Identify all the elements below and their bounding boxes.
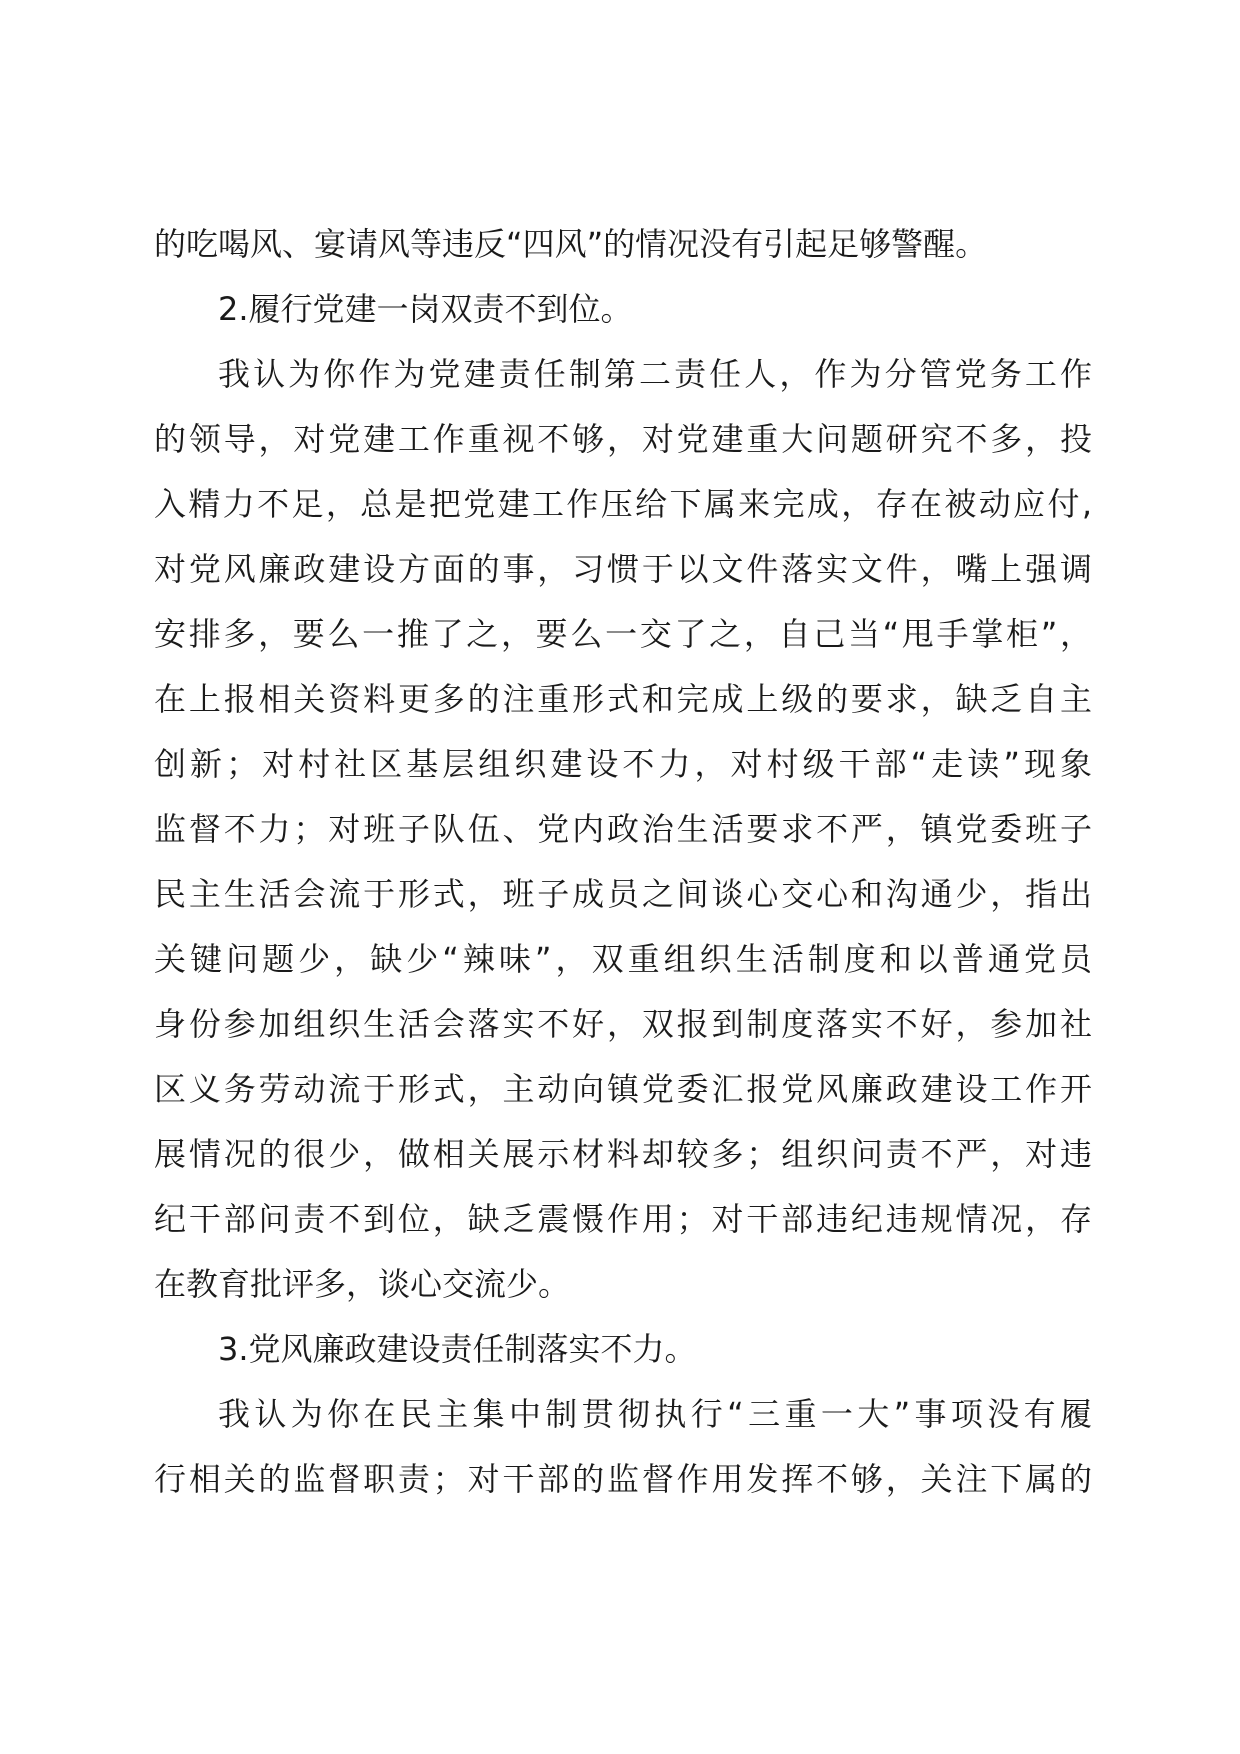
text-line: 身份参加组织生活会落实不好，双报到制度落实不好，参加社 — [154, 1005, 1092, 1043]
text-line: 民主生活会流于形式，班子成员之间谈心交心和沟通少，指出 — [154, 875, 1092, 913]
text-line: 入精力不足，总是把党建工作压给下属来完成，存在被动应付, — [154, 485, 1092, 523]
text-line: 我认为你在民主集中制贯彻执行“三重一大”事项没有履 — [218, 1395, 1092, 1433]
text-line: 在上报相关资料更多的注重形式和完成上级的要求，缺乏自主 — [154, 680, 1092, 718]
text-line: 关键问题少，缺少“辣味”，双重组织生活制度和以普通党员 — [154, 940, 1092, 978]
section-heading: 2.履行党建一岗双责不到位。 — [218, 290, 633, 328]
text-line: 区义务劳动流于形式，主动向镇党委汇报党风廉政建设工作开 — [154, 1070, 1092, 1108]
text-line: 的领导，对党建工作重视不够，对党建重大问题研究不多，投 — [154, 420, 1092, 458]
document-body — [154, 212, 1092, 1512]
text-line: 纪干部问责不到位，缺乏震慑作用；对干部违纪违规情况，存 — [154, 1200, 1092, 1238]
text-line: 对党风廉政建设方面的事，习惯于以文件落实文件，嘴上强调 — [154, 550, 1092, 588]
text-line: 的吃喝风、宴请风等违反“四风”的情况没有引起足够警醒。 — [154, 225, 988, 263]
section-heading: 3.党风廉政建设责任制落实不力。 — [218, 1330, 697, 1368]
text-line: 展情况的很少，做相关展示材料却较多；组织问责不严，对违 — [154, 1135, 1092, 1173]
text-line: 监督不力；对班子队伍、党内政治生活要求不严，镇党委班子 — [154, 810, 1092, 848]
text-line: 我认为你作为党建责任制第二责任人，作为分管党务工作 — [218, 355, 1092, 393]
text-line: 创新；对村社区基层组织建设不力，对村级干部“走读”现象 — [154, 745, 1092, 783]
text-line: 在教育批评多，谈心交流少。 — [154, 1265, 571, 1303]
text-line: 行相关的监督职责；对干部的监督作用发挥不够，关注下属的 — [154, 1460, 1092, 1498]
text-line: 安排多，要么一推了之，要么一交了之，自己当“甩手掌柜”， — [154, 615, 1092, 653]
